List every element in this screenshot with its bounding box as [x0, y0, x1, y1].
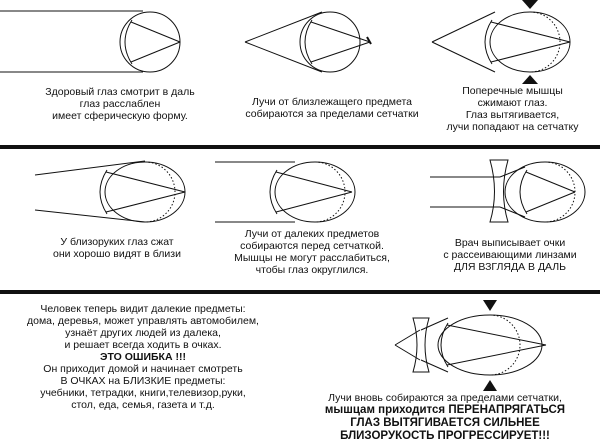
arrow-up-icon [522, 75, 538, 84]
caption-line: собираются перед сетчаткой. [240, 240, 384, 252]
caption-line: Лучи от близлежащего предмета [251, 96, 412, 108]
eye-diagram-with-lens [430, 160, 585, 222]
caption-line: они хорошо видят в близи [53, 248, 181, 260]
caption-line: собираются за пределами сетчатки [245, 108, 419, 120]
arrow-down-icon [483, 300, 497, 311]
caption-myopic-far [214, 228, 410, 276]
section-divider-2 [0, 290, 600, 294]
arrow-down-icon [522, 0, 538, 9]
caption-line: учебники, тетрадки, книги,телевизор,руки, [40, 387, 246, 399]
eye-diagram-squeezed [432, 0, 570, 84]
arrow-up-icon [483, 380, 497, 391]
caption-line: ДЛЯ ВЗГЛЯДА В ДАЛЬ [453, 261, 567, 273]
caption-emphasis: мышцам приходится ПЕРЕНАПРЯГАТЬСЯ [324, 404, 566, 416]
diverging-lens-icon [413, 318, 429, 372]
caption-line: Мышцы не могут расслабиться, [234, 252, 390, 264]
caption-line: Он приходит домой и начинает смотреть [43, 363, 243, 375]
caption-line: дома, деревья, может управлять автомобилем, [27, 315, 259, 327]
eye-diagram-progressing [395, 300, 546, 391]
caption-myopic-eye [22, 236, 212, 260]
eye-diagram-myopic-far [215, 162, 355, 222]
caption-near-object [232, 96, 432, 120]
caption-warning: ЭТО ОШИБКА !!! [100, 351, 186, 363]
caption-glasses-mistake [2, 303, 284, 411]
caption-line: В ОЧКАХ на БЛИЗКИЕ предметы: [60, 375, 226, 387]
eye-diagram-myopic [35, 161, 185, 222]
caption-line: Здоровый глаз смотрит в даль [45, 86, 195, 98]
caption-line: Человек теперь видит далекие предметы: [40, 303, 246, 315]
caption-line: Лучи вновь собираются за пределами сетчатки, [328, 392, 562, 404]
section-divider-1 [0, 145, 600, 149]
caption-line: Врач выписывает очки [454, 237, 566, 249]
eye-diagram-near-object [245, 12, 371, 72]
caption-line: чтобы глаз округлился. [255, 264, 369, 276]
caption-line: Поперечные мышцы [462, 85, 563, 97]
caption-progressing [290, 392, 600, 442]
caption-line: лучи попадают на сетчатку [446, 121, 579, 133]
caption-line: сжимают глаз. [477, 97, 548, 109]
caption-line: имеет сферическую форму. [52, 110, 188, 122]
caption-line: глаз расслаблен [79, 98, 161, 110]
caption-lens [420, 237, 600, 273]
caption-line: с рассеивающими линзами [443, 249, 577, 261]
caption-line: Глаз вытягивается, [465, 109, 560, 121]
caption-emphasis: БЛИЗОРУКОСТЬ ПРОГРЕССИРУЕТ!!! [340, 430, 550, 442]
eye-diagram-healthy [0, 11, 180, 72]
caption-line: узнаёт других людей из далека, [65, 327, 221, 339]
caption-line: и решает всегда ходить в очках. [64, 339, 222, 351]
caption-squeezed-eye [425, 85, 600, 133]
caption-line: У близоруких глаз сжат [60, 236, 174, 248]
caption-line: Лучи от далеких предметов [244, 228, 380, 240]
caption-healthy-eye [22, 86, 218, 122]
caption-emphasis: ГЛАЗ ВЫТЯГИВАЕТСЯ СИЛЬНЕЕ [350, 417, 540, 429]
caption-line: стол, еда, семья, газета и т.д. [71, 399, 215, 411]
